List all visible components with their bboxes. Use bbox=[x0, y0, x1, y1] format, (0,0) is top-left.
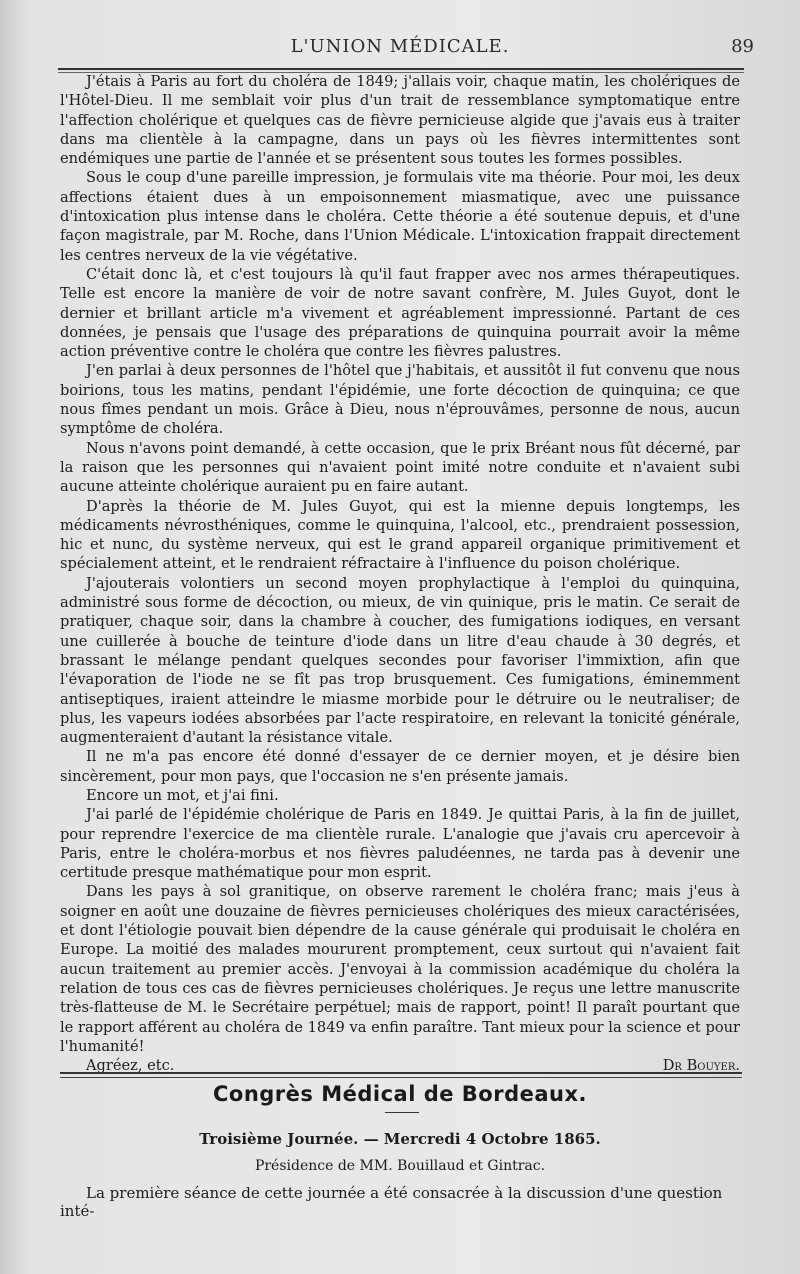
paragraph: J'étais à Paris au fort du choléra de 1849; j'allais voir, chaque matin, les cholériques de l'Hôtel-Dieu. Il me semblait voir plus d'un trait de ressemblance symptomatique entre l'affection cholérique et quelques cas de fièvre pernicieuse algide que j'avais eus à traiter dans ma clientèle à la campagne, dans un pays où les fièvres intermittentes sont endémiques une partie de l'année et se présentent sous toutes les formes possibles. bbox=[60, 73, 740, 168]
paragraph: Nous n'avons point demandé, à cette occasion, que le prix Bréant nous fût décerné, par la raison que les personnes qui n'avaient point imité notre conduite et n'avaient subi aucune atteinte cholérique auraient pu en faire autant. bbox=[60, 439, 740, 496]
page-number: 89 bbox=[731, 36, 754, 57]
page-header bbox=[40, 36, 760, 68]
closing: Agréez, etc. bbox=[86, 1057, 175, 1075]
session-heading: Troisième Journée. — Mercredi 4 Octobre 1865. bbox=[199, 1130, 601, 1148]
signature: Dr Bouyer. bbox=[662, 1057, 740, 1075]
paragraph: C'était donc là, et c'est toujours là qu'il faut frapper avec nos armes thérapeutiques. Telle est encore la manière de voir de notre savant confrère, M. Jules Guyot, dont le dernier et brillant article m'a vivement et agréablement impressionné. Partant de ces données, je pensais que l'usage des préparations de quinquina pourrait avoir la même action préventive contre le choléra que contre les fièvres palustres. bbox=[60, 265, 740, 361]
letter-body bbox=[60, 72, 740, 1075]
paragraph: Sous le coup d'une pareille impression, je formulais vite ma théorie. Pour moi, les deux affections étaient dues à un empoisonnement miasmatique, avec une puissance d'intoxication plus intense dans le choléra. Cette théorie a été soutenue depuis, et d'une façon magistrale, par M. Roche, dans l'Union Médicale. L'intoxication frappait directement les centres nerveux de la vie végétative. bbox=[60, 169, 740, 264]
section-divider bbox=[60, 1072, 742, 1078]
paragraph: La première séance de cette journée a été consacrée à la discussion d'une question inté- bbox=[60, 1184, 723, 1220]
running-title: L'UNION MÉDICALE. bbox=[290, 36, 510, 57]
paragraph: Dans les pays à sol granitique, on observe rarement le choléra franc; mais j'eus à soigner en août une douzaine de fièvres pernicieuses cholériques des mieux caractérisées, et dont l'étiologie pouvait bien dépendre de la cause générale qui produisait le choléra en Europe. La moitié des malades moururent promptement, ceux surtout qui n'avaient fait aucun traitement au premier accès. J'envoyai à la commission académique du choléra la relation de tous ces cas de fièvres pernicieuses cholériques. Je reçus une lettre manuscrite très-flatteuse de M. le Secrétaire perpétuel; mais de rapport, point! Il paraît pourtant que le rapport afférent au choléra de 1849 va enfin paraître. Tant mieux pour la science et pour l'humanité! bbox=[60, 883, 740, 1055]
short-divider bbox=[385, 1112, 419, 1113]
section-title: Congrès Médical de Bordeaux. bbox=[212, 1082, 588, 1106]
paragraph: Il ne m'a pas encore été donné d'essayer de ce dernier moyen, et je désire bien sincèrement, pour mon pays, que l'occasion ne s'en présente jamais. bbox=[60, 748, 740, 785]
presidence-line: Présidence de MM. Bouillaud et Gintrac. bbox=[254, 1158, 546, 1174]
paragraph: J'ai parlé de l'épidémie cholérique de Paris en 1849. Je quittai Paris, à la fin de juillet, pour reprendre l'exercice de ma clientèle rurale. L'analogie que j'avais cru apercevoir à Paris, entre le choléra-morbus et nos fièvres paludéennes, ne tarda pas à devenir une certitude presque mathématique pour mon esprit. bbox=[60, 806, 740, 882]
paragraph: Encore un mot, et j'ai fini. bbox=[86, 786, 279, 804]
paragraph: J'ajouterais volontiers un second moyen prophylactique à l'emploi du quinquina, administré sous forme de décoction, ou mieux, de vin quinique, pris le matin. Ce serait de pratiquer, chaque soir, dans la chambre à coucher, des fumigations iodiques, en versant une cuillerée à bouche de teinture d'iode dans un litre d'eau chaude à 30 degrés, et brassant le mélange pendant quelques secondes pour favoriser l'immixtion, afin que l'évaporation de l'iode ne se fît pas trop brusquement. Ces fumigations, éminemment antiseptiques, iraient atteindre le miasme morbide pour le détruire ou le neutraliser; de plus, les vapeurs iodées absorbées par l'acte respiratoire, en relevant la tonicité générale, augmenteraient d'autant la résistance vitale. bbox=[60, 574, 740, 747]
paragraph: D'après la théorie de M. Jules Guyot, qui est la mienne depuis longtemps, les médicaments névrosthéniques, comme le quinquina, l'alcool, etc., prendraient possession, hic et nunc, du système nerveux, qui est le grand appareil organique primitivement et spécialement atteint, et le rendraient réfractaire à l'influence du poison cholérique. bbox=[60, 497, 740, 573]
paragraph: J'en parlai à deux personnes de l'hôtel que j'habitais, et aussitôt il fut convenu que nous boirions, tous les matins, pendant l'épidémie, une forte décoction de quinquina; ce que nous fîmes pendant un mois. Grâce à Dieu, nous n'éprouvâmes, personne de nous, aucun symptôme de choléra. bbox=[60, 362, 740, 438]
